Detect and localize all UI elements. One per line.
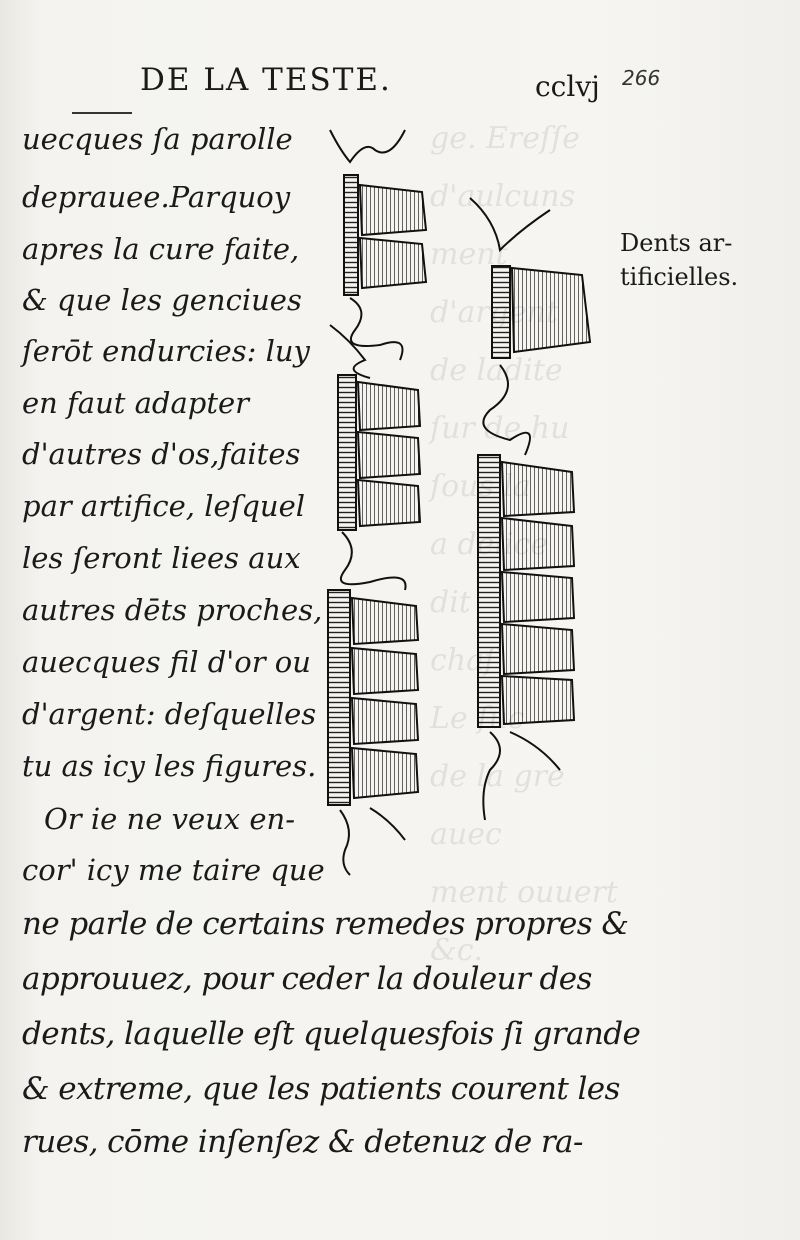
text-line: apres la cure faite,	[22, 232, 300, 266]
text-line: les ſeront liees aux	[22, 541, 301, 575]
folio-number: cclvj	[535, 70, 600, 103]
bleed-line: &c.	[430, 933, 484, 968]
margin-note-line: tificielles.	[620, 263, 739, 291]
bleed-line: de la gre	[430, 759, 565, 794]
text-line: uecques ſa parolle	[22, 122, 293, 156]
text-line: auecques fil d'or ou	[22, 645, 311, 679]
text-line: par artifice, leſquel	[22, 489, 306, 523]
text-line: d'autres d'os,faites	[22, 437, 301, 471]
bleed-line: de ladite	[430, 353, 563, 388]
text-line: cor' icy me taire que	[22, 853, 325, 887]
bleed-line: auec	[430, 817, 502, 852]
bleed-line: ſous	[430, 469, 494, 504]
text-line: deprauee.Parquoy	[22, 180, 291, 214]
bleed-line: ment	[430, 237, 508, 272]
text-line: tu as icy les figures.	[22, 749, 317, 783]
artificial-teeth-woodcut	[310, 120, 600, 880]
bleed-line: ſur de hu	[430, 411, 570, 446]
margin-note	[620, 226, 738, 294]
text-line: d'argent: deſquelles	[22, 697, 317, 731]
bleed-line: a	[430, 527, 448, 562]
tooth-group	[328, 590, 418, 875]
text-line: & extreme, que les patients courent les	[22, 1071, 620, 1107]
text-line: dents, laquelle eſt quelquesfois ſi grande	[22, 1016, 641, 1052]
tooth-group	[478, 455, 574, 820]
text-line: & que les genciues	[22, 283, 302, 317]
text-line: autres dēts proches,	[22, 593, 323, 627]
running-header: DE LA TESTE.	[140, 62, 392, 98]
text-line: en faut adapter	[22, 386, 250, 420]
handwritten-page-number: 266	[622, 66, 661, 90]
text-line: Or ie ne veux en-	[44, 802, 296, 836]
tooth-group	[330, 325, 420, 590]
bleed-line: ge. Ereſſe d'aulcuns	[430, 121, 580, 214]
text-line: rues, cōme inſenſez & detenuz de ra-	[22, 1124, 583, 1160]
bleed-line: chaſ	[430, 643, 496, 678]
bleed-line: dit	[430, 585, 471, 620]
text-line: ne parle de certains remedes propres &	[22, 906, 629, 942]
tooth-group	[470, 198, 590, 455]
bleed-line: Le	[430, 701, 468, 736]
header-rule	[72, 112, 132, 114]
bleed-line: ment ouuert	[430, 875, 618, 910]
text-line: approuuez, pour ceder la douleur des	[22, 961, 592, 997]
text-line: ſerōt endurcies: luy	[22, 334, 310, 368]
tooth-group	[330, 130, 426, 360]
margin-note-line: Dents ar-	[620, 229, 733, 257]
